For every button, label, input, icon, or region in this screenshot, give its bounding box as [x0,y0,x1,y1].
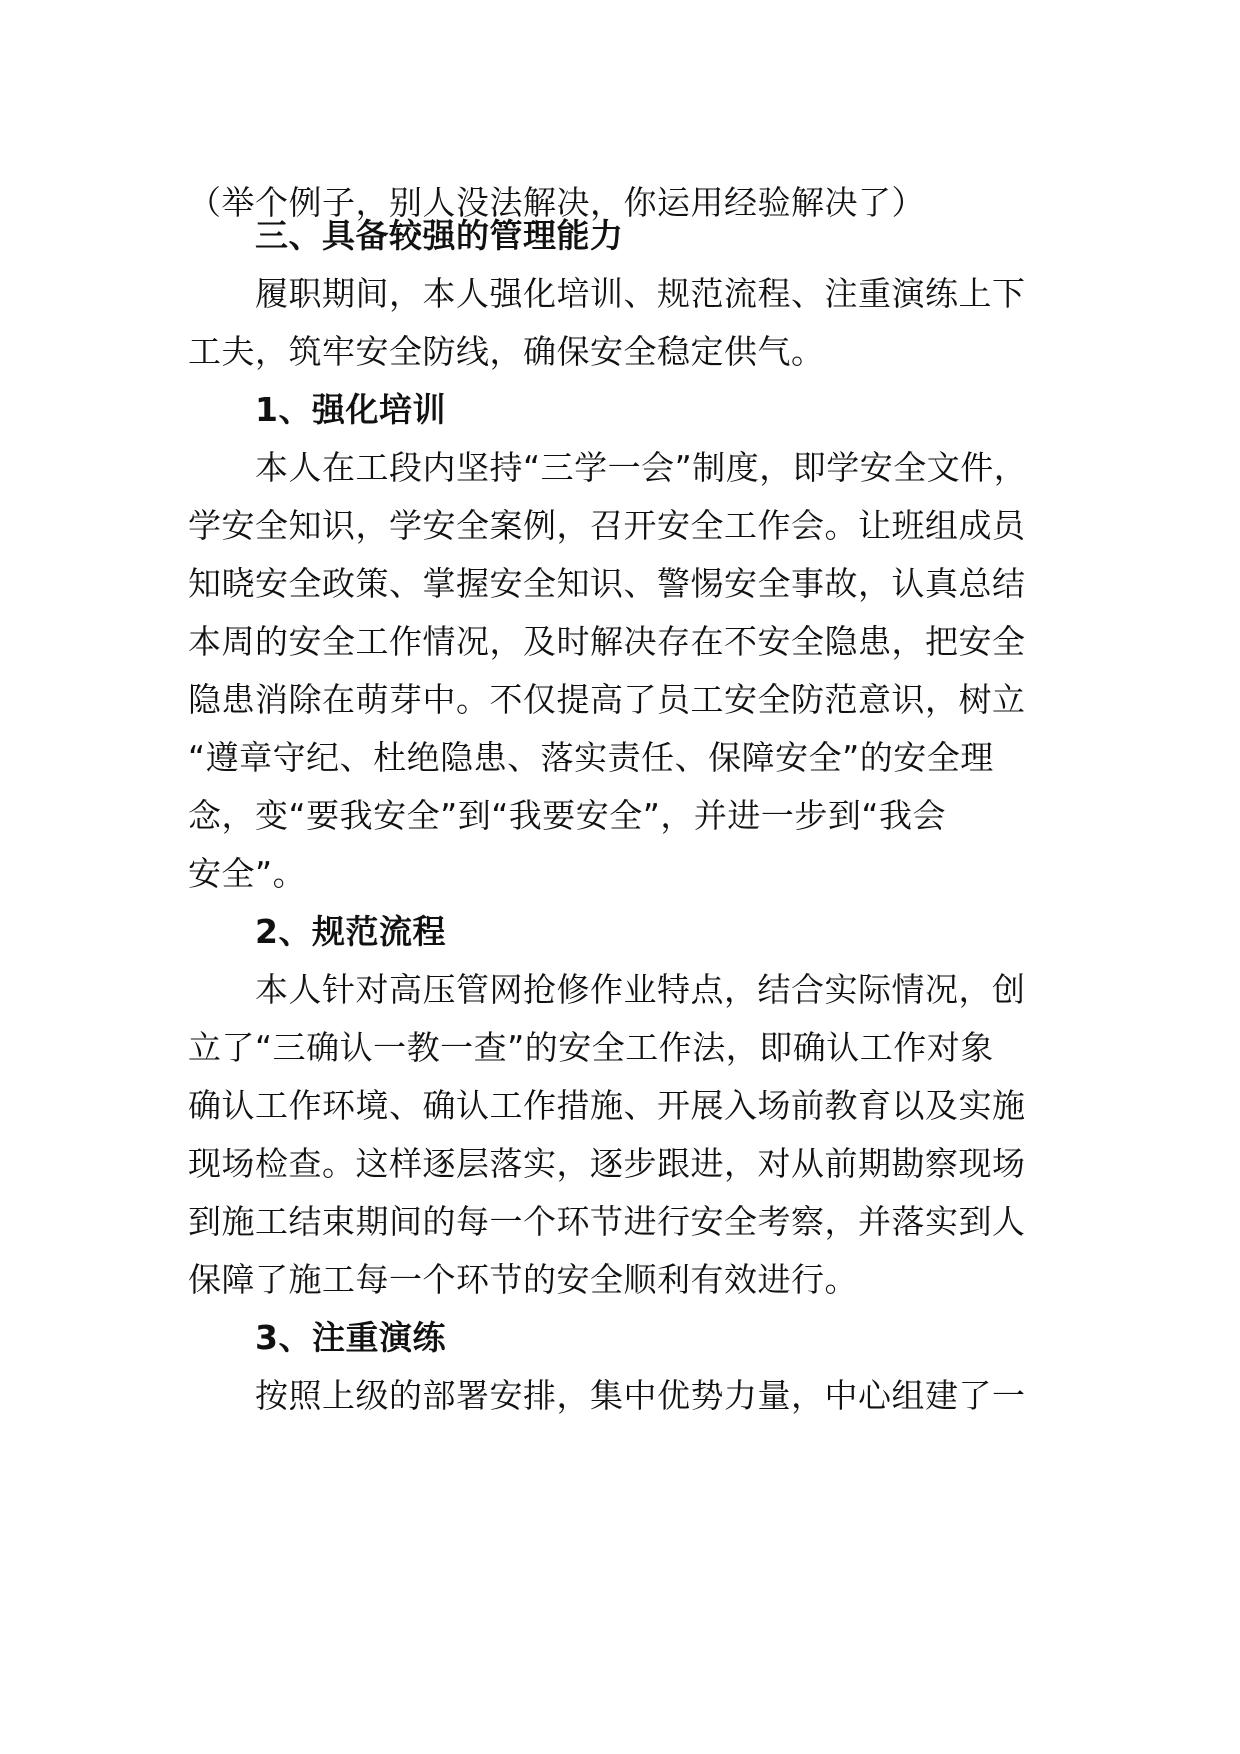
subsection-heading: 2、规范流程 [255,912,446,951]
subsection-heading: 1、强化培训 [255,390,446,429]
paragraph-line: 到施工结束期间的每一个环节进行安全考察，并落实到人 [188,1202,1026,1241]
paragraph-line: 安全”。 [188,854,307,893]
paragraph-line: 现场检查。这样逐层落实，逐步跟进，对从前期勘察现场 [188,1144,1026,1183]
subsection-heading: 3、注重演练 [255,1318,446,1357]
paragraph-line: 工夫，筑牢安全防线，确保安全稳定供气。 [188,332,825,371]
paragraph-line: 念，变“要我安全”到“我要安全”，并进一步到“我会 [188,796,946,835]
paragraph-line: “遵章守纪、杜绝隐患、落实责任、保障安全”的安全理 [188,738,994,777]
paragraph-line: 履职期间，本人强化培训、规范流程、注重演练上下 [255,274,1026,313]
paragraph-line: 本周的安全工作情况，及时解决存在不安全隐患，把安全 [188,622,1026,661]
paragraph-line: 按照上级的部署安排，集中优势力量，中心组建了一 [255,1376,1026,1415]
paragraph-line: 知晓安全政策、掌握安全知识、警惕安全事故，认真总结 [188,564,1026,603]
paragraph-line: （举个例子，别人没法解决，你运用经验解决了） [188,183,925,222]
paragraph-line: 保障了施工每一个环节的安全顺利有效进行。 [188,1260,858,1299]
paragraph-line: 立了“三确认一教一查”的安全工作法，即确认工作对象 [188,1028,994,1067]
paragraph-line: 学安全知识，学安全案例，召开安全工作会。让班组成员 [188,506,1026,545]
section-heading: 三、具备较强的管理能力 [255,216,624,255]
paragraph-line: 确认工作环境、确认工作措施、开展入场前教育以及实施 [188,1086,1026,1125]
paragraph-line: 本人在工段内坚持“三学一会”制度，即学安全文件， [255,448,1028,487]
paragraph-line: 本人针对高压管网抢修作业特点，结合实际情况，创 [255,970,1026,1009]
paragraph-line: 隐患消除在萌芽中。不仅提高了员工安全防范意识，树立 [188,680,1026,719]
